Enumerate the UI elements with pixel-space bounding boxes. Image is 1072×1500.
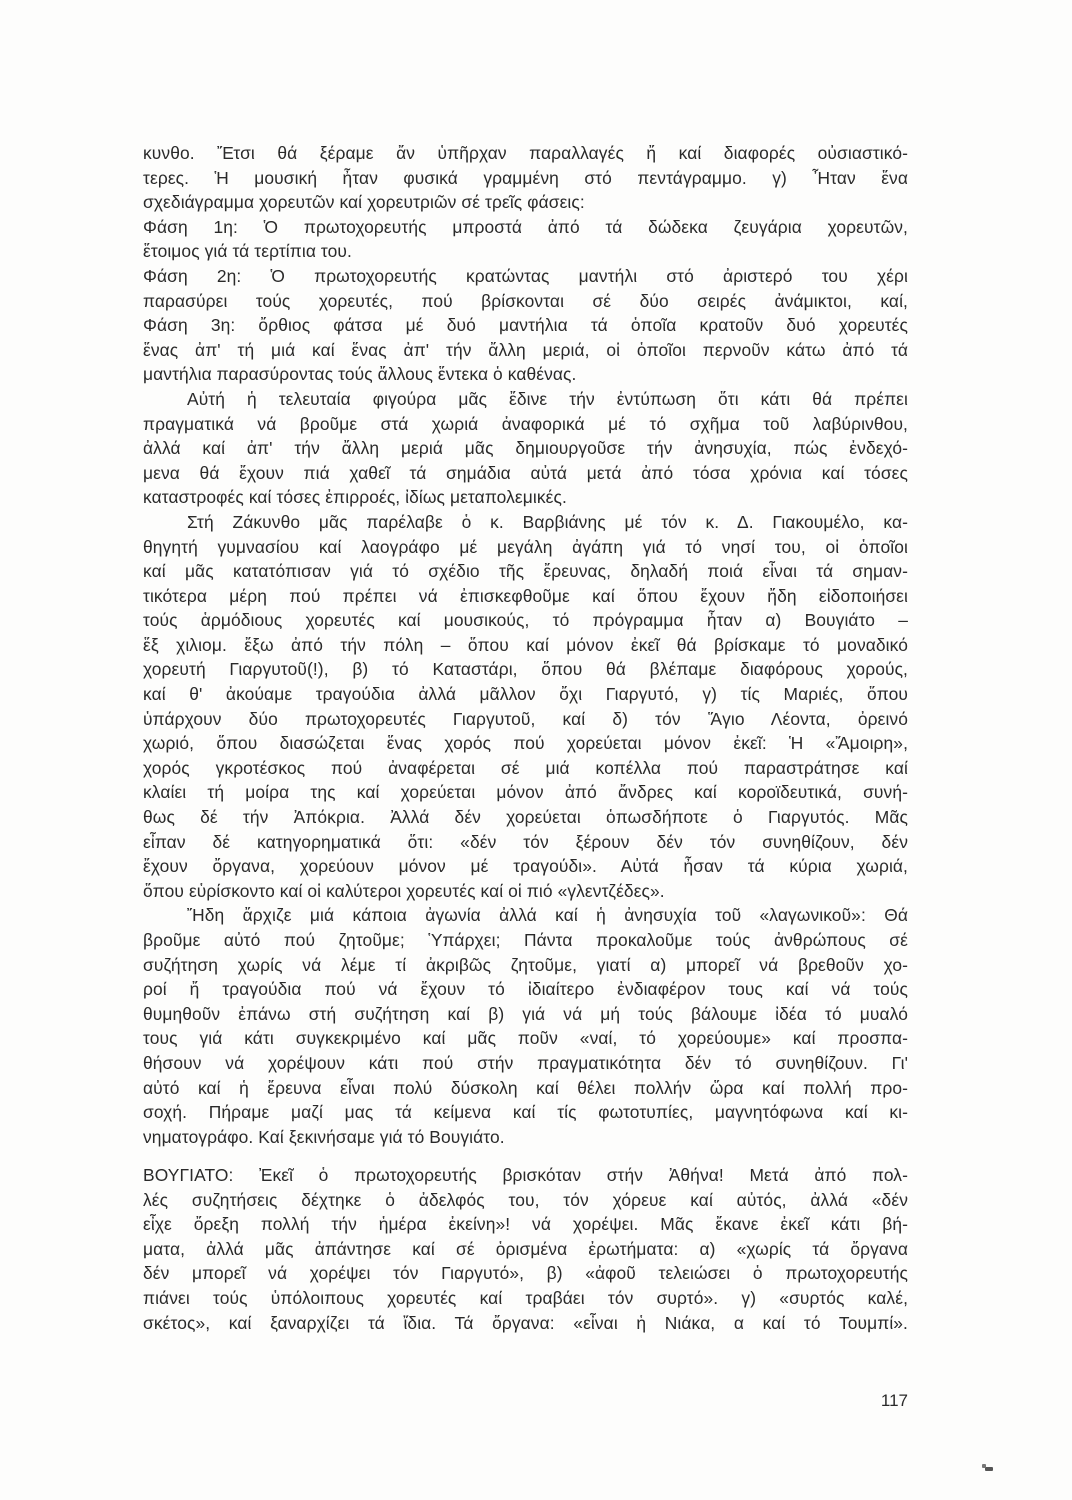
text-line: ἔχουν ὄργανα, χορεύουν μόνον μέ τραγούδι». Αὐτά ἦσαν τά κύρια χωριά, bbox=[143, 856, 908, 877]
text-line: Στή Ζάκυνθο μᾶς παρέλαβε ὁ κ. Βαρβιάνης μέ τόν κ. Δ. Γιακουμέλο, κα- bbox=[187, 511, 908, 532]
text-line: χορός γκροτέσκος πού ἀναφέρεται σέ μιά κοπέλλα πού παραστράτησε καί bbox=[143, 757, 908, 778]
text-line: Αὐτή ἡ τελευταία φιγούρα μᾶς ἔδινε τήν ἐντύπωση ὅτι κάτι θά πρέπει bbox=[187, 388, 908, 409]
text-line: παρασύρει τούς χορευτές, πού βρίσκονται σέ δύο σειρές ἀνάμικτοι, καί, bbox=[143, 290, 908, 311]
text-line: σχεδιάγραμμα χορευτῶν καί χορευτριῶν σέ τρεῖς φάσεις: bbox=[143, 192, 585, 213]
text-line: μαντήλια παρασύροντας τούς ἄλλους ἕντεκα ὁ καθένας. bbox=[143, 364, 577, 385]
text-line: κυνθο. Ἔτσι θά ξέραμε ἄν ὑπῆρχαν παραλλαγές ἤ καί διαφορές οὐσιαστικό- bbox=[143, 143, 908, 163]
text-line: τούς ἁρμόδιους χορευτές καί μουσικούς, τό πρόγραμμα ἦταν α) Βουγιάτο – bbox=[143, 610, 908, 631]
text-line: καί θ' ἀκούαμε τραγούδια ἀλλά μᾶλλον ὄχι Γιαργυτό, γ) τίς Μαριές, ὅπου bbox=[143, 684, 908, 705]
text-line: κλαίει τή μοίρα της καί χορεύεται μόνον ἀπό ἄνδρες καί κοροϊδευτικά, συνή- bbox=[143, 782, 908, 803]
text-line: καταστροφές καί τόσες ἐπιρροές, ἰδίως μεταπολεμικές. bbox=[143, 487, 567, 508]
text-line: ματα, ἀλλά μᾶς ἀπάντησε καί σέ ὁρισμένα ἐρωτήματα: α) «χωρίς τά ὄργανα bbox=[143, 1238, 908, 1259]
text-line: λές συζητήσεις δέχτηκε ὁ ἀδελφός του, τόν χόρευε καί αὐτός, ἀλλά «δέν bbox=[143, 1189, 908, 1210]
text-line: τους γιά κάτι συγκεκριμένο καί μᾶς ποῦν «ναί, τό χορεύουμε» καί προσπα- bbox=[143, 1028, 908, 1049]
text-line: τερες. Ἡ μουσική ἦταν φυσικά γραμμένη στό πεντάγραμμο. γ) Ἦταν ἕνα bbox=[143, 167, 908, 188]
text-line: καί μᾶς κατατόπισαν γιά τό σχέδιο τῆς ἔρευνας, δηλαδή ποιά εἶναι τά σημαν- bbox=[143, 561, 908, 582]
text-line: Φάση 3η: ὄρθιος φάτσα μέ δυό μαντήλια τά ὁποῖα κρατοῦν δυό χορευτές bbox=[143, 315, 908, 336]
text-line: ἕνας ἀπ' τή μιά καί ἕνας ἀπ' τήν ἄλλη μεριά, οἱ ὁποῖοι περνοῦν κάτω ἀπό τά bbox=[143, 339, 908, 360]
text-line: νηματογράφο. Καί ξεκινήσαμε γιά τό Βουγιάτο. bbox=[143, 1126, 505, 1147]
body-text-block bbox=[143, 141, 908, 1149]
text-line: τικότερα μέρη πού πρέπει νά ἐπισκεφθοῦμε καί ὅπου ἔχουν ἤδη εἰδοποιήσει bbox=[143, 585, 908, 606]
text-line: μενα θά ἔχουν πιά χαθεῖ τά σημάδια αὐτά μετά ἀπό τόσα χρόνια καί τόσες bbox=[143, 462, 908, 483]
text-line: εἶχε ὄρεξη πολλή τήν ἡμέρα ἐκείνη»! νά χορέψει. Μᾶς ἔκανε ἐκεῖ κάτι βή- bbox=[143, 1214, 908, 1235]
body-text-block bbox=[143, 1163, 908, 1335]
text-line: θηγητή γυμνασίου καί λαογράφο μέ μεγάλη ἀγάπη γιά τό νησί του, οἱ ὁποῖοι bbox=[143, 536, 908, 557]
text-line: βροῦμε αὐτό πού ζητοῦμε; Ὑπάρχει; Πάντα προκαλοῦμε τούς ἀνθρώπους σέ bbox=[143, 930, 908, 950]
text-line: Φάση 1η: Ὁ πρωτοχορευτής μπροστά ἀπό τά δώδεκα ζευγάρια χορευτῶν, bbox=[143, 216, 908, 237]
text-line: πιάνει τούς ὑπόλοιπους χορευτές καί τραβάει τόν συρτό». γ) «συρτός καλέ, bbox=[143, 1287, 908, 1308]
text-line: ἀλλά καί ἀπ' τήν ἄλλη μεριά μᾶς δημιουργοῦσε τήν ἀνησυχία, πώς ἐνδεχό- bbox=[143, 438, 908, 459]
text-line: ἕξ χιλιομ. ἔξω ἀπό τήν πόλη – ὅπου καί μόνον ἐκεῖ θά βρίσκαμε τό μοναδικό bbox=[143, 634, 908, 655]
text-line: χωριό, ὅπου διασώζεται ἕνας χορός πού χορεύεται μόνον ἐκεῖ: Ἡ «Ἄμοιρη», bbox=[143, 733, 908, 754]
text-line: χορευτή Γιαργυτοῦ(!), β) τό Καταστάρι, ὅπου θά βλέπαμε διαφόρους χορούς, bbox=[143, 659, 908, 680]
text-line: ὅπου εὑρίσκοντο καί οἱ καλύτεροι χορευτές καί οἱ πιό «γλεντζέδες». bbox=[143, 880, 665, 901]
text-line: θως δέ τήν Ἀπόκρια. Ἀλλά δέν χορεύεται ὁπωσδήποτε ὁ Γιαργυτός. Μᾶς bbox=[143, 807, 908, 828]
page-number: 117 bbox=[880, 1391, 908, 1410]
text-line: θυμηθοῦν ἐπάνω στή συζήτηση καί β) γιά νά μή τούς βάλουμε ἰδέα τό μυαλό bbox=[143, 1003, 908, 1024]
text-line: πραγματικά νά βροῦμε στά χωριά ἀναφορικά μέ τό σχῆμα τοῦ λαβύρινθου, bbox=[143, 413, 908, 434]
text-line: αὐτό καί ἡ ἔρευνα εἶναι πολύ δύσκολη καί θέλει πολλήν ὥρα καί πολλή προ- bbox=[143, 1077, 908, 1098]
text-line: θήσουν νά χορέψουν κάτι πού στήν πραγματικότητα δέν τό συνηθίζουν. Γι' bbox=[143, 1052, 908, 1073]
text-line: συζήτηση χωρίς νά λέμε τί ἀκριβῶς ζητοῦμε, γιατί α) μπορεῖ νά βρεθοῦν χο- bbox=[143, 954, 908, 975]
text-line: ροί ἤ τραγούδια πού νά ἔχουν τό ἰδιαίτερο ἐνδιαφέρον τους καί νά τούς bbox=[143, 979, 908, 1000]
text-line: ΒΟΥΓΙΑΤΟ: Ἐκεῖ ὁ πρωτοχορευτής βρισκόταν στήν Ἀθήνα! Μετά ἀπό πολ- bbox=[143, 1165, 908, 1185]
text-line: εἶπαν δέ κατηγορηματικά ὅτι: «δέν τόν ξέρουν δέν τόν συνηθίζουν, δέν bbox=[143, 831, 908, 852]
text-line: Φάση 2η: Ὁ πρωτοχορευτής κρατώντας μαντήλι στό ἀριστερό του χέρι bbox=[143, 265, 908, 286]
text-line: δέν μπορεῖ νά χορέψει τόν Γιαργυτό», β) «ἀφοῦ τελειώσει ὁ πρωτοχορευτής bbox=[143, 1263, 908, 1284]
text-line: σκέτος», καί ξαναρχίζει τά ἴδια. Τά ὄργανα: «εἶναι ἡ Νιάκα, α καί τό Τουμπί». bbox=[143, 1312, 908, 1333]
text-line: σοχή. Πήραμε μαζί μας τά κείμενα καί τίς φωτοτυπίες, μαγνητόφωνα καί κι- bbox=[143, 1102, 908, 1123]
text-line: ὑπάρχουν δύο πρωτοχορευτές Γιαργυτοῦ, καί δ) τόν Ἅγιο Λέοντα, ὀρεινό bbox=[143, 708, 908, 729]
text-line: Ἤδη ἄρχιζε μιά κάποια ἀγωνία ἀλλά καί ἡ ἀνησυχία τοῦ «λαγωνικοῦ»: Θά bbox=[187, 905, 908, 926]
text-line: ἕτοιμος γιά τά τερτίπια του. bbox=[143, 241, 352, 262]
ink-mark bbox=[985, 1467, 993, 1471]
